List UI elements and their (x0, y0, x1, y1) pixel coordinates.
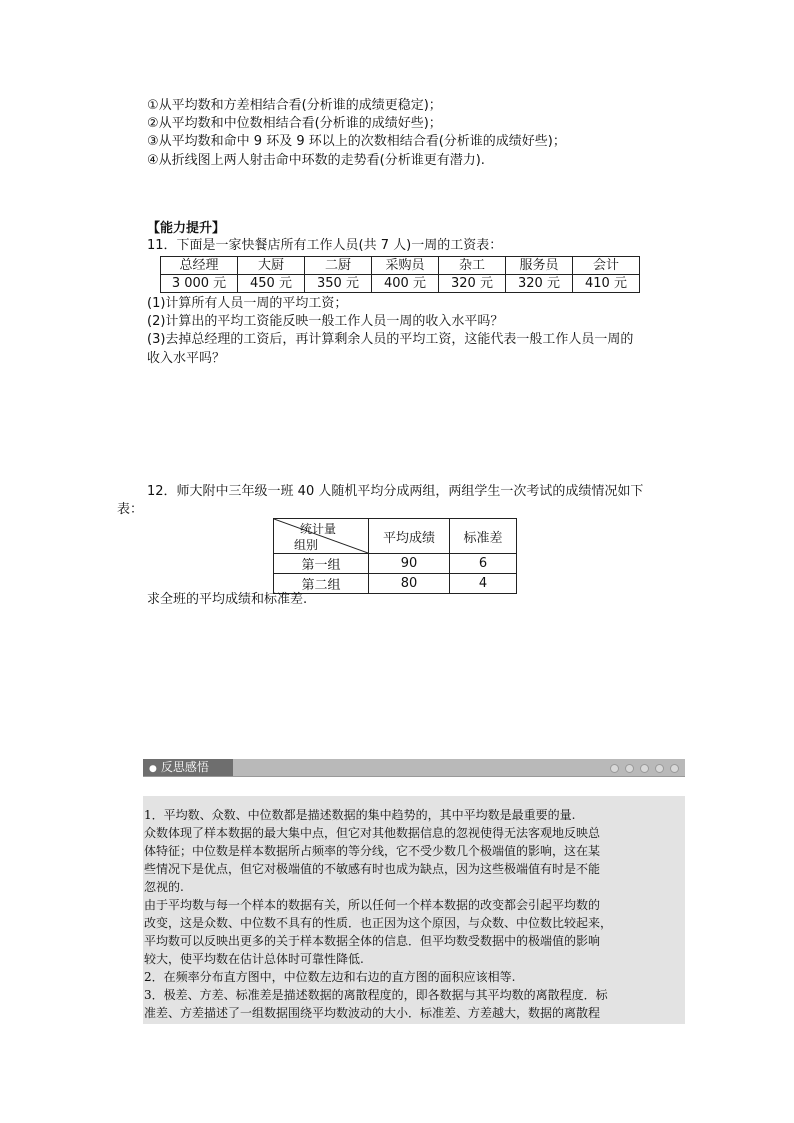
wage-value-cell: 320 元 (506, 275, 573, 293)
group-score-table (273, 518, 517, 594)
wage-value-cell: 400 元 (372, 275, 439, 293)
reflection-line: 改变，这是众数、中位数不具有的性质．也正因为这个原因，与众数、中位数比较起来， (144, 916, 613, 930)
group-table-row (274, 554, 517, 574)
reflection-line: 2．在频率分布直方图中，中位数左边和右边的直方图的面积应该相等. (144, 970, 516, 984)
analysis-item-3: ③从平均数和命中 9 环及 9 环以上的次数相结合看(分析谁的成绩好些)； (147, 134, 566, 149)
reflection-line: 由于平均数与每一个样本的数据有关，所以任何一个样本数据的改变都会引起平均数的 (144, 898, 601, 912)
group-sd-cell: 6 (450, 554, 517, 574)
reflection-line: 忽视的. (144, 880, 184, 894)
wage-header-cell: 服务员 (506, 257, 573, 275)
group-mean-cell: 90 (369, 554, 450, 574)
reflection-line: 体特征；中位数是样本数据所占频率的等分线，它不受少数几个极端值的影响，这在某 (144, 844, 601, 858)
q12-stem-continued: 表： (117, 502, 144, 517)
diagonal-header-cell (274, 519, 369, 554)
circle-icon (655, 764, 664, 773)
reflection-line: 3．极差、方差、标准差是描述数据的离散程度的，即各数据与其平均数的离散程度．标 (144, 988, 608, 1002)
wage-header-cell: 会计 (573, 257, 640, 275)
reflection-line: 1．平均数、众数、中位数都是描述数据的集中趋势的，其中平均数是最重要的量. (144, 808, 576, 822)
wage-header-cell: 杂工 (439, 257, 506, 275)
wage-table (160, 256, 640, 293)
q11-part-3: (3)去掉总经理的工资后，再计算剩余人员的平均工资，这能代表一般工作人员一周的 (147, 332, 634, 347)
wage-header-cell: 总经理 (161, 257, 238, 275)
reflection-tab-label: 反思感悟 (160, 760, 209, 774)
reflection-line: 较大，使平均数在估计总体时可靠性降低. (144, 952, 364, 966)
q12-ask: 求全班的平均成绩和标准差. (147, 592, 308, 607)
wage-value-cell: 450 元 (238, 275, 305, 293)
q11-part-2: (2)计算出的平均工资能反映一般工作人员一周的收入水平吗？ (147, 314, 504, 329)
group-mean-cell: 80 (369, 574, 450, 594)
group-sd-cell: 4 (450, 574, 517, 594)
reflection-line: 准差、方差描述了一组数据围绕平均数波动的大小．标准差、方差越大，数据的离散程 (144, 1006, 601, 1020)
group-table-row (274, 574, 517, 594)
q12-stem: 12．师大附中三年级一班 40 人随机平均分成两组，两组学生一次考试的成绩情况如下 (147, 484, 644, 499)
reflection-header-bar (143, 759, 685, 777)
reflection-line: 平均数可以反映出更多的关于样本数据全体的信息．但平均数受数据中的极端值的影响 (144, 934, 601, 948)
circle-icon (625, 764, 634, 773)
reflection-tab (143, 759, 233, 776)
group-header-cell: 标准差 (450, 519, 517, 554)
corner-label-group: 组别 (294, 538, 319, 552)
circle-icon (610, 764, 619, 773)
group-name-cell: 第一组 (274, 554, 369, 574)
wage-value-cell: 410 元 (573, 275, 640, 293)
analysis-item-4: ④从折线图上两人射击命中环数的走势看(分析谁更有潜力). (147, 153, 485, 168)
group-name-cell: 第二组 (274, 574, 369, 594)
ability-heading: 【能力提升】 (147, 221, 226, 236)
reflection-content (143, 796, 685, 1024)
analysis-item-1: ①从平均数和方差相结合看(分析谁的成绩更稳定)； (147, 98, 442, 113)
circle-icon (640, 764, 649, 773)
wage-header-cell: 大厨 (238, 257, 305, 275)
wage-value-cell: 320 元 (439, 275, 506, 293)
group-header-cell: 平均成绩 (369, 519, 450, 554)
wage-value-cell: 350 元 (305, 275, 372, 293)
corner-label-statistic: 统计量 (300, 522, 337, 536)
circle-icon (670, 764, 679, 773)
wage-table-header-row (161, 257, 640, 275)
q11-part-1: (1)计算所有人员一周的平均工资； (147, 296, 348, 311)
q11-part-3-continued: 收入水平吗？ (147, 351, 226, 366)
reflection-line: 众数体现了样本数据的最大集中点，但它对其他数据信息的忽视使得无法客观地反映总 (144, 826, 601, 840)
q11-stem: 11．下面是一家快餐店所有工作人员(共 7 人)一周的工资表： (147, 238, 503, 253)
wage-value-cell: 3 000 元 (161, 275, 238, 293)
wage-table-value-row (161, 275, 640, 293)
decorative-circles (604, 762, 679, 777)
bullet-icon: ● (149, 764, 157, 774)
wage-header-cell: 二厨 (305, 257, 372, 275)
analysis-item-2: ②从平均数和中位数相结合看(分析谁的成绩好些)； (147, 116, 442, 131)
group-table-header-row (274, 519, 517, 554)
wage-header-cell: 采购员 (372, 257, 439, 275)
reflection-line: 些情况下是优点，但它对极端值的不敏感有时也成为缺点，因为这些极端值有时是不能 (144, 862, 601, 876)
